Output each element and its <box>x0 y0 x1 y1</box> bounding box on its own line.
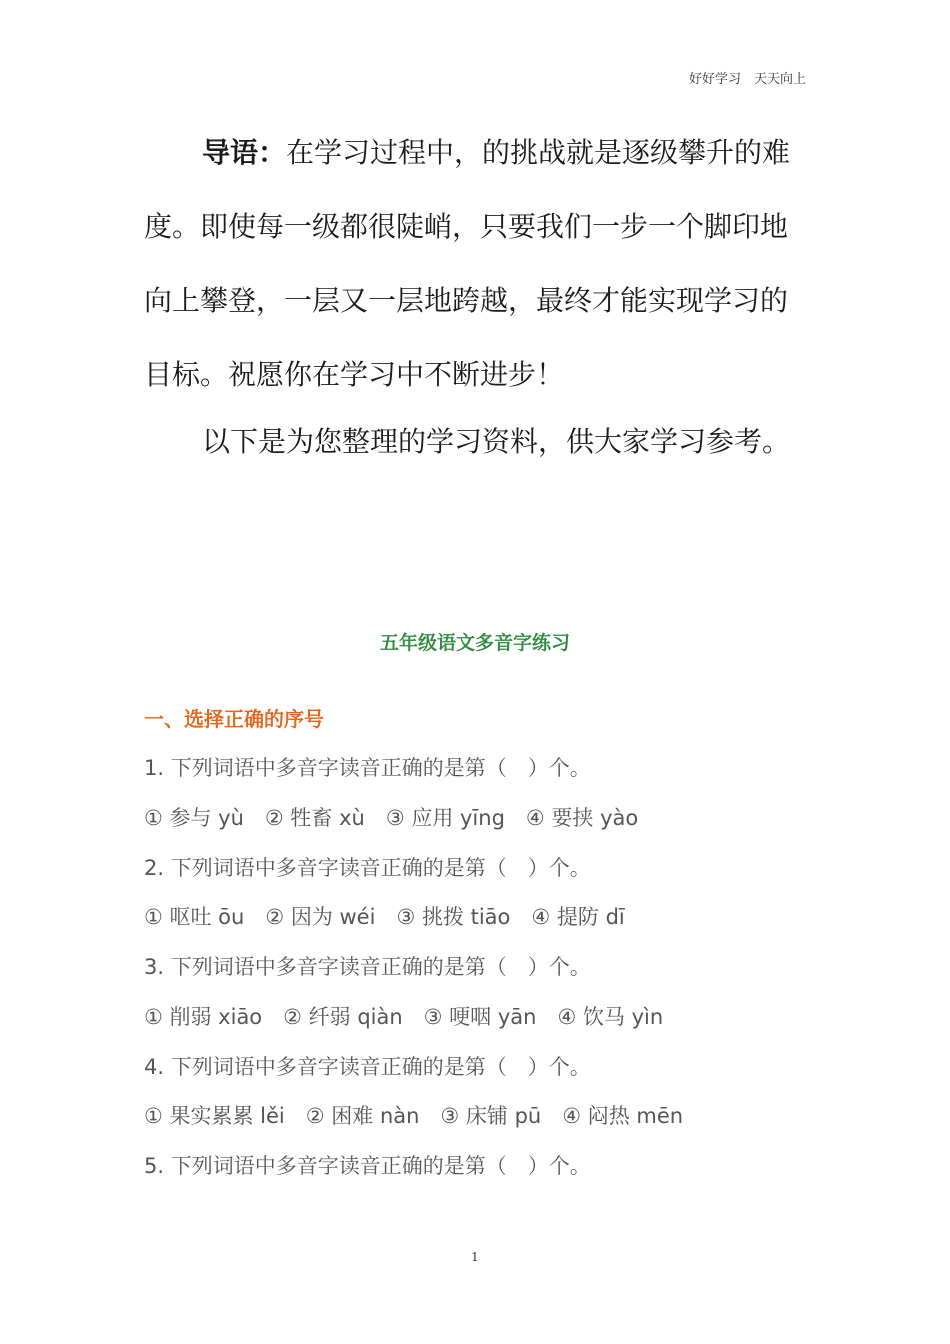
intro-lead-label: 导语： <box>202 136 287 169</box>
header-motto: 好好学习 天天向上 <box>688 72 806 87</box>
worksheet-title: 五年级语文多音字练习 <box>379 632 570 654</box>
question-stem: 5. 下列词语中多音字读音正确的是第（ ）个。 <box>144 1154 591 1178</box>
intro-line-5: 以下是为您整理的学习资料，供大家学习参考。 <box>202 425 791 458</box>
intro-line-2: 度。即使每一级都很陡峭，只要我们一步一个脚印地 <box>144 210 789 243</box>
intro-line-3: 向上攀登，一层又一层地跨越，最终才能实现学习的 <box>144 284 789 317</box>
question-stem: 3. 下列词语中多音字读音正确的是第（ ）个。 <box>144 955 591 979</box>
question-stem: 1. 下列词语中多音字读音正确的是第（ ）个。 <box>144 756 591 780</box>
intro-line-1 <box>144 131 806 171</box>
section-heading: 一、选择正确的序号 <box>144 707 324 731</box>
page-number: 1 <box>471 1250 479 1264</box>
question-options: ① 果实累累 lěi ② 困难 nàn ③ 床铺 pū ④ 闷热 mēn <box>144 1104 684 1128</box>
question-stem: 4. 下列词语中多音字读音正确的是第（ ）个。 <box>144 1055 591 1079</box>
question-options: ① 削弱 xiāo ② 纤弱 qiàn ③ 哽咽 yān ④ 饮马 yìn <box>144 1005 664 1029</box>
question-options: ① 呕吐 ōu ② 因为 wéi ③ 挑拨 tiāo ④ 提防 dī <box>144 905 625 929</box>
intro-line-4: 目标。祝愿你在学习中不断进步！ <box>144 358 565 391</box>
question-stem: 2. 下列词语中多音字读音正确的是第（ ）个。 <box>144 856 591 880</box>
question-options: ① 参与 yù ② 牲畜 xù ③ 应用 yīng ④ 要挟 yào <box>144 806 639 830</box>
intro-line-1-text: 在学习过程中，的挑战就是逐级攀升的难 <box>286 136 791 169</box>
